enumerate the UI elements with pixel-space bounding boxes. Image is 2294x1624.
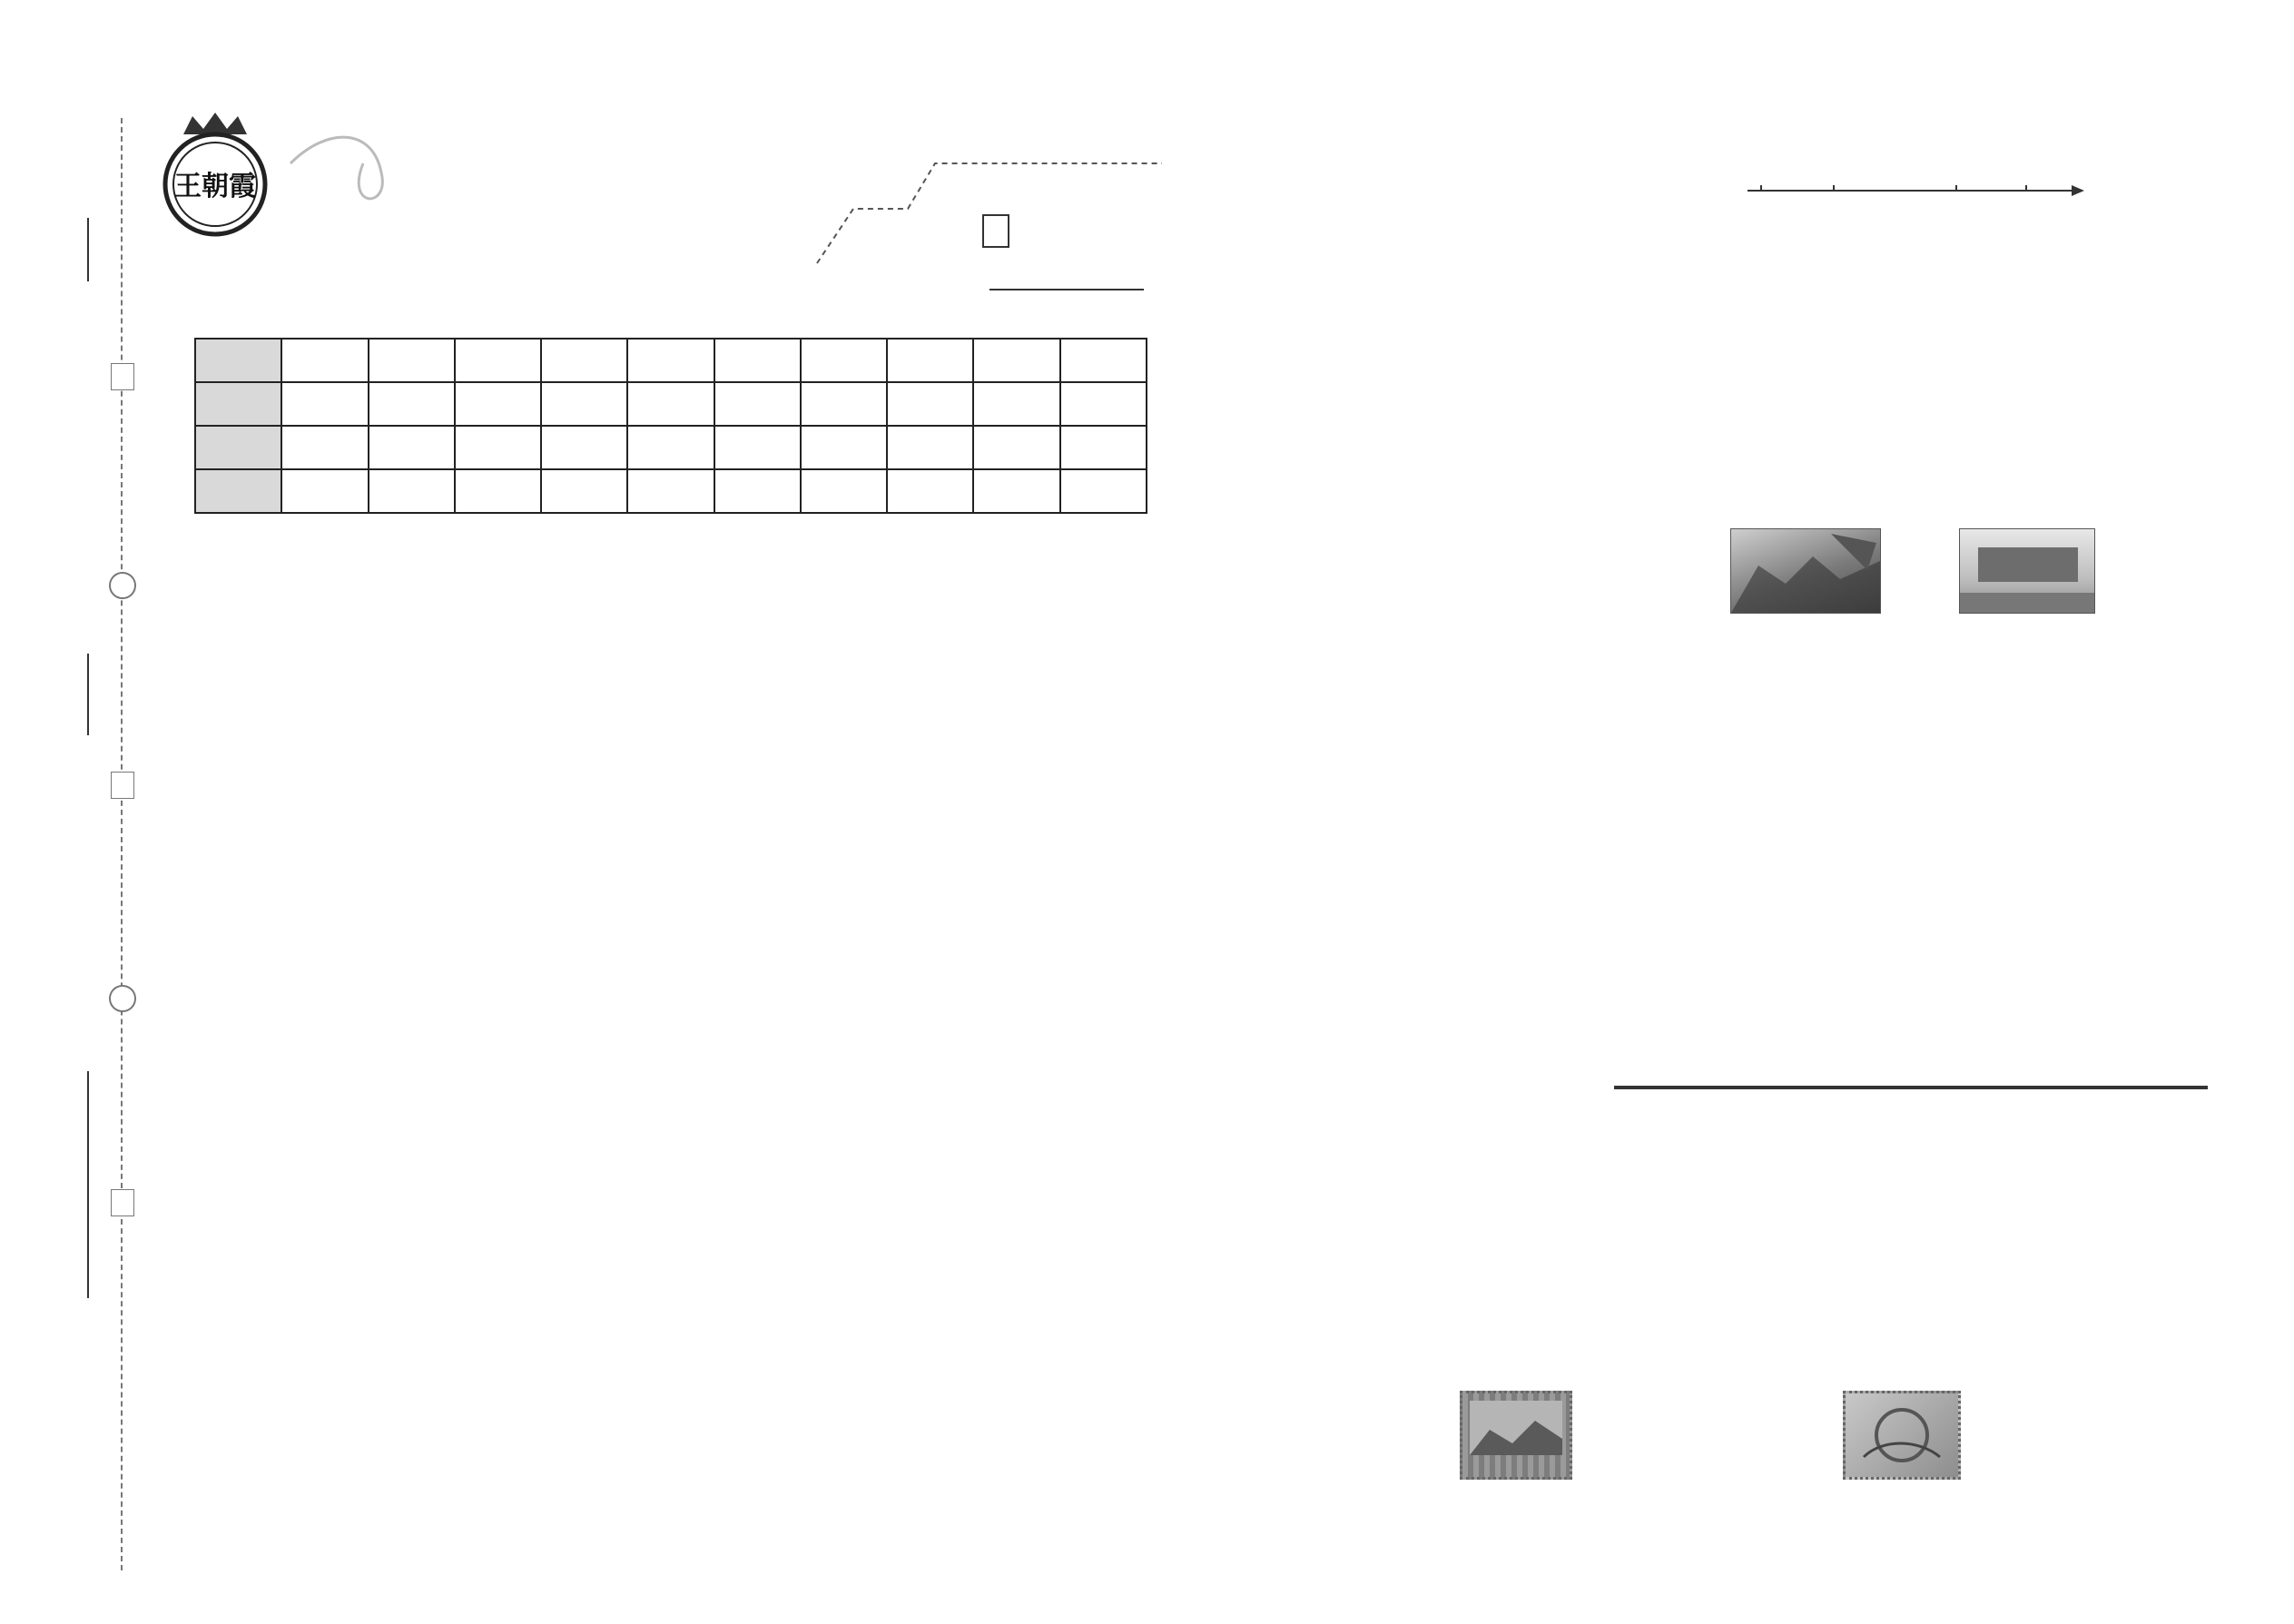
year-timeline: [1743, 182, 2088, 227]
table-cell: [801, 339, 887, 382]
answer-cell[interactable]: [1060, 469, 1147, 513]
answer-table: [194, 338, 1147, 514]
binding-hole: [109, 572, 136, 599]
answer-cell[interactable]: [281, 469, 368, 513]
answer-cell[interactable]: [369, 469, 455, 513]
table-header-cell: [195, 469, 281, 513]
timeline-axis: [1743, 182, 2088, 200]
table-cell: [714, 426, 801, 469]
answer-cell[interactable]: [455, 469, 541, 513]
table-cell: [973, 339, 1059, 382]
answer-cell[interactable]: [541, 382, 627, 426]
score-field[interactable]: [989, 289, 1144, 290]
answer-cell[interactable]: [1060, 382, 1147, 426]
tibet-stamp: [1460, 1391, 1572, 1480]
binding-mark-line: [111, 363, 134, 390]
answer-cell[interactable]: [627, 469, 714, 513]
binding-strip: [0, 0, 136, 1624]
table-row: [195, 382, 1147, 426]
answer-cell[interactable]: [714, 382, 801, 426]
table-cell: [455, 426, 541, 469]
answer-cell[interactable]: [973, 469, 1059, 513]
table-header-cell: [195, 339, 281, 382]
table-cell: [627, 426, 714, 469]
macau-stamp: [1843, 1391, 1961, 1480]
answer-reference: [982, 214, 1009, 248]
binding-mark-secret: [111, 1189, 134, 1216]
answer-cell[interactable]: [281, 382, 368, 426]
answer-cell[interactable]: [455, 382, 541, 426]
binding-hole: [109, 985, 136, 1012]
table-header-cell: [195, 426, 281, 469]
table-cell: [887, 426, 973, 469]
subject-tags: [908, 171, 973, 189]
table-cell: [369, 339, 455, 382]
header-decoration: [272, 109, 1180, 276]
svg-text:王朝霞: 王朝霞: [174, 171, 256, 202]
table-row: [195, 339, 1147, 382]
answer-cell[interactable]: [541, 469, 627, 513]
answer-cell[interactable]: [627, 382, 714, 426]
table-cell: [281, 426, 368, 469]
study-card: [1614, 1086, 2208, 1089]
table-cell: [627, 339, 714, 382]
billboard-photo: [1959, 528, 2095, 614]
name-field[interactable]: [87, 1071, 89, 1298]
table-cell: [455, 339, 541, 382]
table-cell: [801, 426, 887, 469]
table-row: [195, 426, 1147, 469]
table-cell: [1060, 426, 1147, 469]
class-field[interactable]: [87, 654, 89, 735]
answer-cell[interactable]: [887, 382, 973, 426]
table-cell: [541, 426, 627, 469]
answer-cell[interactable]: [887, 469, 973, 513]
answer-cell[interactable]: [714, 469, 801, 513]
answer-cell[interactable]: [801, 382, 887, 426]
answer-cell[interactable]: [801, 469, 887, 513]
table-cell: [887, 339, 973, 382]
school-field[interactable]: [87, 218, 89, 281]
binding-dashed-line: [121, 118, 123, 1570]
table-cell: [1060, 339, 1147, 382]
soldiers-photo: [1730, 528, 1881, 614]
table-row: [195, 469, 1147, 513]
binding-mark-seal: [111, 772, 134, 799]
table-header-cell: [195, 382, 281, 426]
table-cell: [541, 339, 627, 382]
answer-cell[interactable]: [369, 382, 455, 426]
table-cell: [973, 426, 1059, 469]
table-cell: [281, 339, 368, 382]
table-cell: [369, 426, 455, 469]
table-cell: [714, 339, 801, 382]
answer-cell[interactable]: [973, 382, 1059, 426]
publisher-logo: [156, 107, 274, 243]
